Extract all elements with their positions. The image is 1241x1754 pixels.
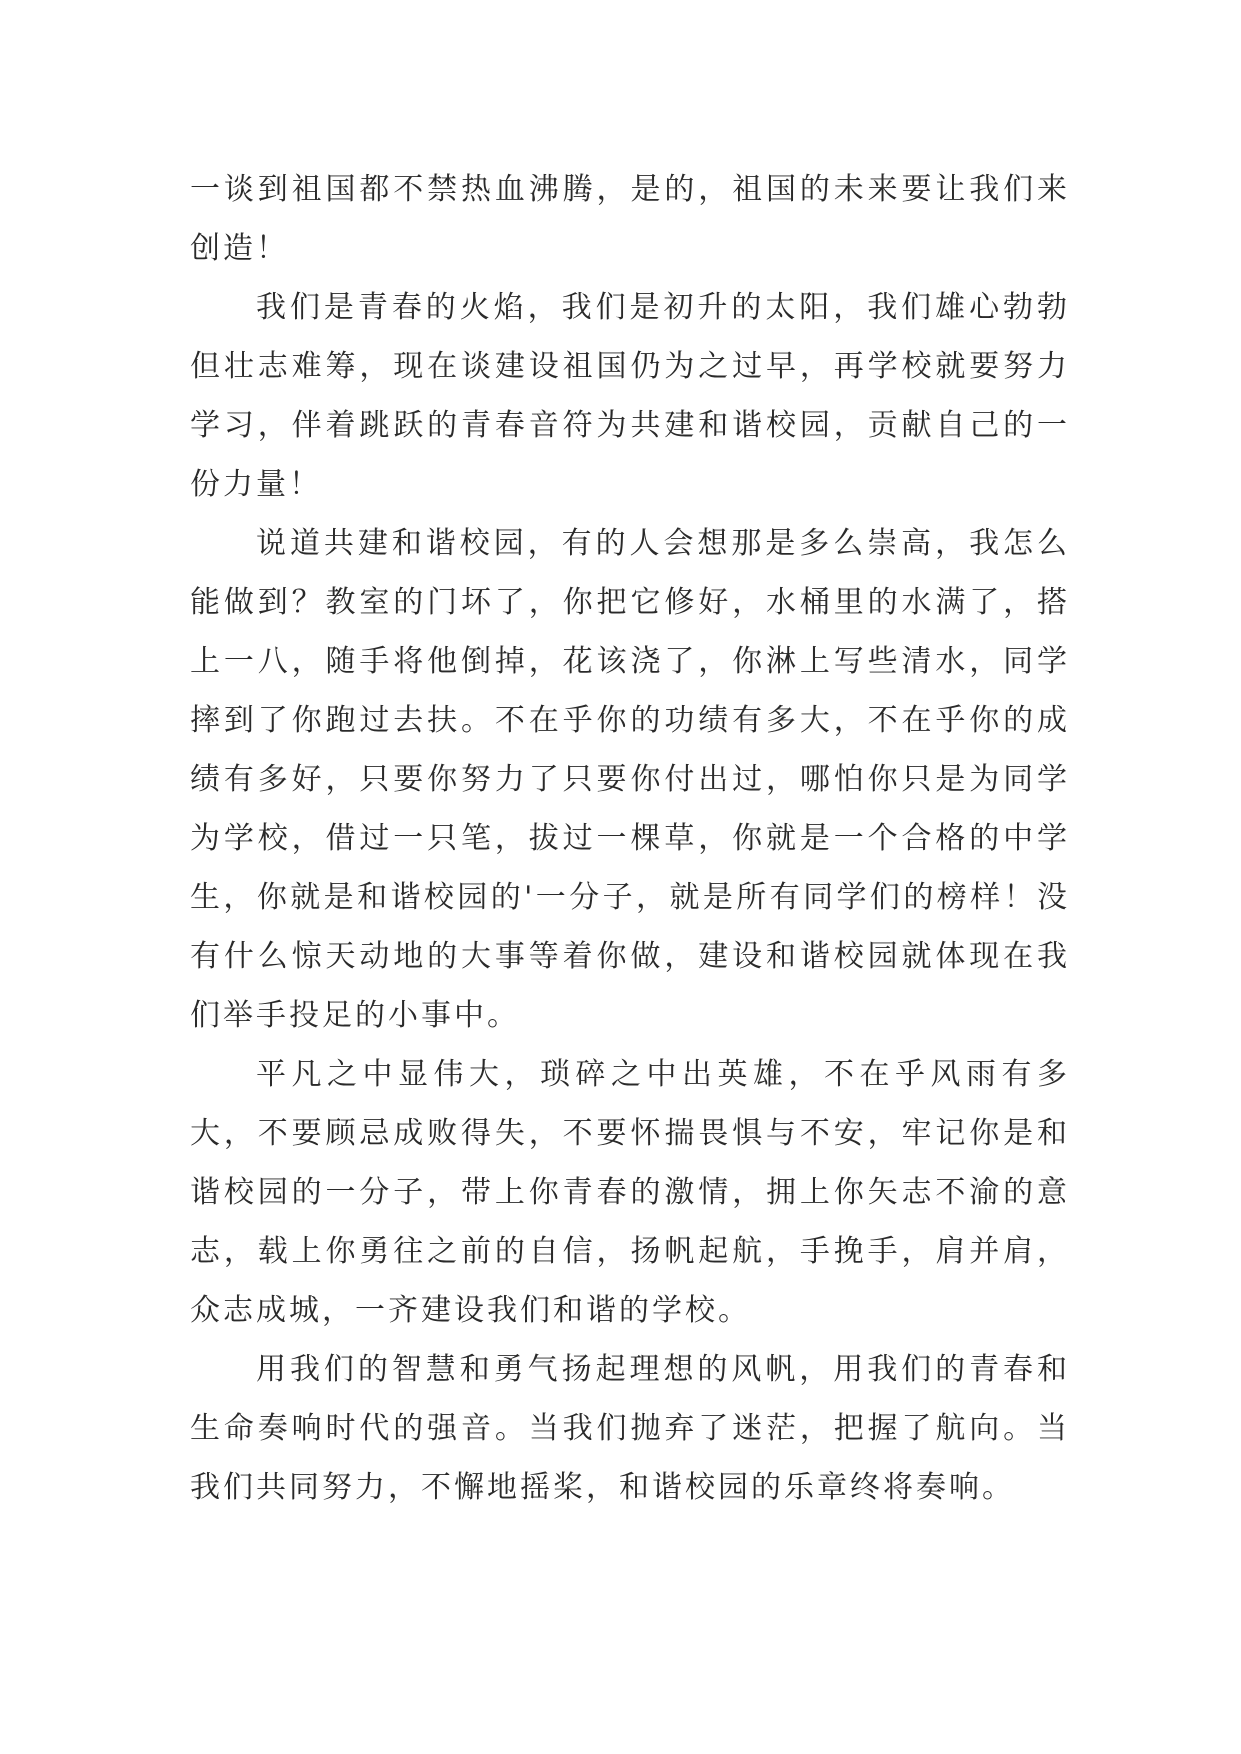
paragraph-2: 我们是青春的火焰，我们是初升的太阳，我们雄心勃勃但壮志难筹，现在谈建设祖国仍为之过早，再学校就要努力学习，伴着跳跃的青春音符为共建和谐校园，贡献自己的一份力量！ bbox=[190, 290, 1070, 502]
document-body bbox=[190, 160, 1070, 1517]
paragraph-3: 说道共建和谐校园，有的人会想那是多么崇高，我怎么能做到？教室的门坏了，你把它修好，水桶里的水满了，搭上一八，随手将他倒掉，花该浇了，你淋上写些清水，同学摔到了你跑过去扶。不在乎你的功绩有多大，不在乎你的成绩有多好，只要你努力了只要你付出过，哪怕你只是为同学为学校，借过一只笔，拔过一棵草，你就是一个合格的中学生，你就是和谐校园的'一分子，就是所有同学们的榜样！没有什么惊天动地的大事等着你做，建设和谐校园就体现在我们举手投足的小事中。 bbox=[190, 526, 1070, 1033]
paragraph-5: 用我们的智慧和勇气扬起理想的风帆，用我们的青春和生命奏响时代的强音。当我们抛弃了迷茫，把握了航向。当我们共同努力，不懈地摇桨，和谐校园的乐章终将奏响。 bbox=[190, 1352, 1070, 1505]
paragraph-1: 一谈到祖国都不禁热血沸腾，是的，祖国的未来要让我们来创造！ bbox=[190, 172, 1070, 266]
paragraph-4: 平凡之中显伟大，琐碎之中出英雄，不在乎风雨有多大，不要顾忌成败得失，不要怀揣畏惧与不安，牢记你是和谐校园的一分子，带上你青春的激情，拥上你矢志不渝的意志，载上你勇往之前的自信，扬帆起航，手挽手，肩并肩，众志成城，一齐建设我们和谐的学校。 bbox=[190, 1057, 1070, 1328]
